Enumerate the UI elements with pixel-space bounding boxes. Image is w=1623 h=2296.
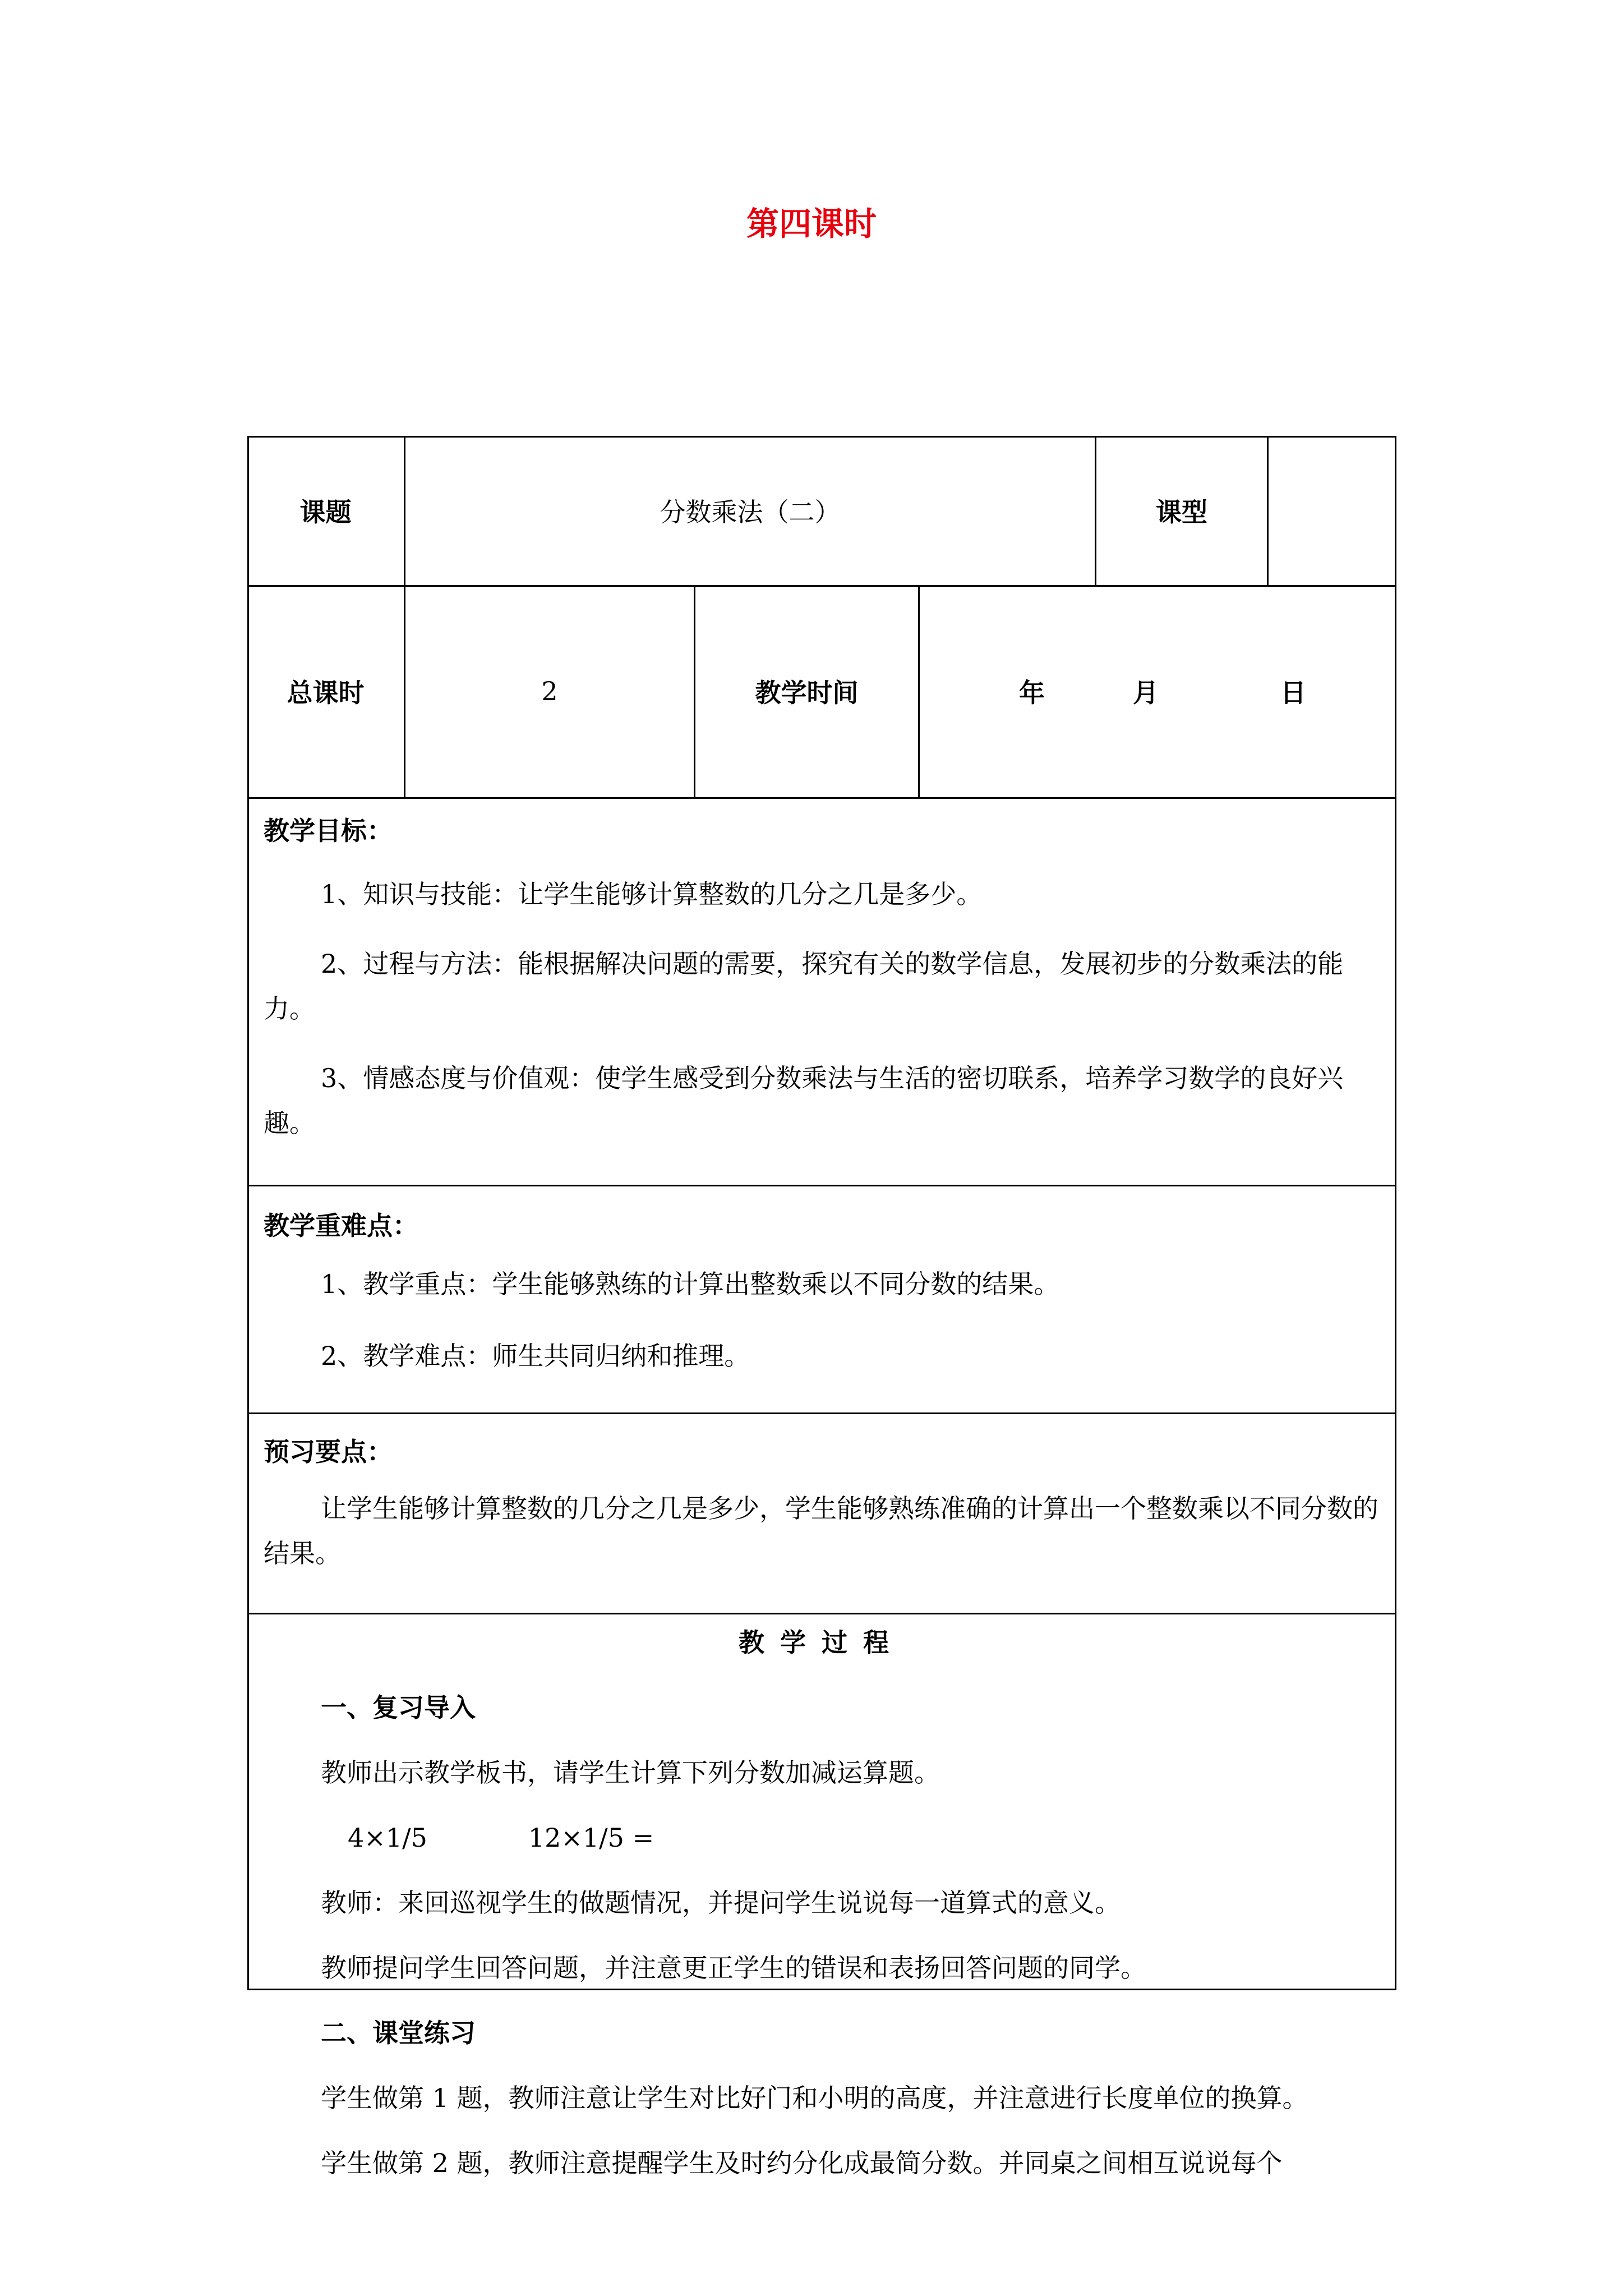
key-points-section xyxy=(264,1208,1380,1410)
table-border-right xyxy=(1395,436,1396,1990)
formula-1: 4×1/5 xyxy=(348,1823,427,1853)
day-label: 日 xyxy=(1280,678,1306,708)
objectives-section xyxy=(264,813,1380,1170)
row-divider xyxy=(247,1613,1396,1614)
key-point-item: 1、教学重点：学生能够熟练的计算出整数乘以不同分数的结果。 xyxy=(321,1269,1060,1299)
objectives-heading: 教学目标： xyxy=(264,816,393,846)
key-point-item: 2、教学难点：师生共同归纳和推理。 xyxy=(321,1341,750,1371)
topic-value: 分数乘法（二） xyxy=(660,497,841,527)
objective-item: 1、知识与技能：让学生能够计算整数的几分之几是多少。 xyxy=(321,879,983,909)
row-divider xyxy=(247,1185,1396,1186)
preview-text: 让学生能够计算整数的几分之几是多少，学生能够熟练准确的计算出一个整数乘以不同分数的结果。 xyxy=(264,1493,1378,1568)
topic-label: 课题 xyxy=(299,497,352,527)
year-label: 年 xyxy=(1019,678,1045,708)
total-hours-value: 2 xyxy=(541,676,558,706)
col-divider xyxy=(918,585,920,797)
row-divider xyxy=(247,1412,1396,1414)
section1-paragraph: 教师出示教学板书，请学生计算下列分数加减运算题。 xyxy=(321,1757,940,1788)
objective-item: 3、情感态度与价值观：使学生感受到分数乘法与生活的密切联系，培养学习数学的良好兴趣。 xyxy=(264,1063,1344,1138)
section2-title: 二、课堂练习 xyxy=(321,2018,476,2048)
key-points-heading: 教学重难点： xyxy=(264,1211,418,1241)
objective-item: 2、过程与方法：能根据解决问题的需要，探究有关的数学信息，发展初步的分数乘法的能力。 xyxy=(264,949,1344,1024)
row-divider xyxy=(247,797,1396,799)
month-label: 月 xyxy=(1133,678,1159,708)
preview-heading: 预习要点： xyxy=(264,1437,393,1467)
section1-paragraph: 教师：来回巡视学生的做题情况，并提问学生说说每一道算式的意义。 xyxy=(321,1888,1121,1918)
total-hours-label: 总课时 xyxy=(287,678,365,708)
page-title: 第四课时 xyxy=(746,205,877,243)
section2-paragraph: 学生做第 1 题，教师注意让学生对比好门和小明的高度，并注意进行长度单位的换算。 xyxy=(321,2083,1308,2113)
teaching-time-label: 教学时间 xyxy=(755,678,859,708)
process-section xyxy=(264,1625,1380,2180)
formula-line xyxy=(264,1820,1380,1855)
section1-title: 一、复习导入 xyxy=(321,1692,476,1723)
preview-section xyxy=(264,1434,1380,1600)
lesson-type-label: 课型 xyxy=(1156,497,1207,527)
section2-paragraph: 学生做第 2 题，教师注意提醒学生及时约分化成最简分数。并同桌之间相互说说每个 xyxy=(321,2148,1283,2178)
lesson-plan-table xyxy=(247,436,1396,2178)
lesson-type-value xyxy=(1269,436,1395,585)
section1-paragraph: 教师提问学生回答问题，并注意更正学生的错误和表扬回答问题的同学。 xyxy=(321,1953,1146,1983)
process-heading: 教学过程 xyxy=(739,1627,905,1658)
formula-2: 12×1/5 = xyxy=(528,1823,654,1853)
